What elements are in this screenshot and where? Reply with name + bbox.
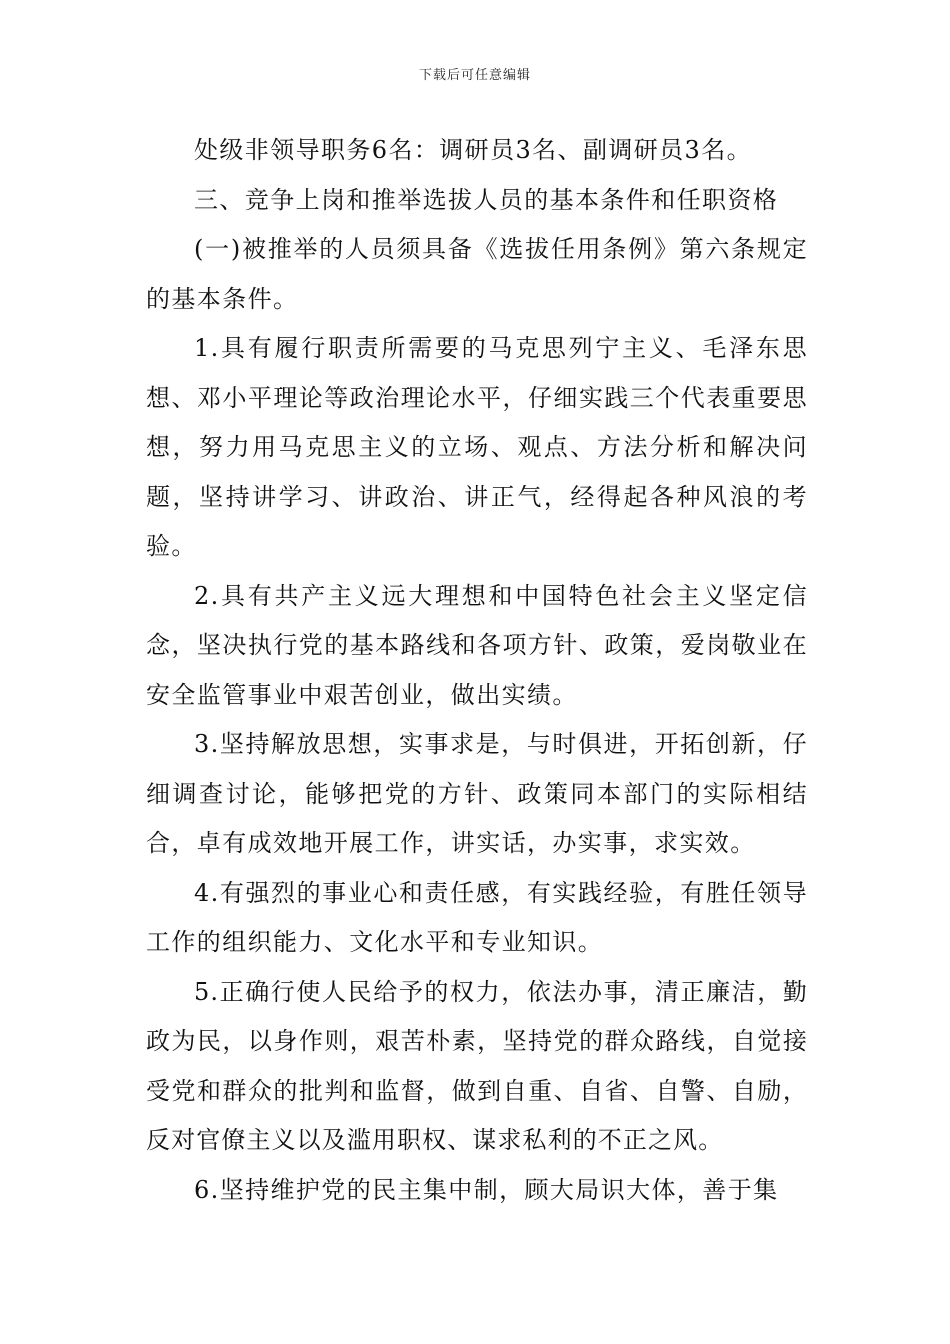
paragraph-condition-one: (一)被推举的人员须具备《选拔任用条例》第六条规定的基本条件。 xyxy=(146,235,808,313)
paragraph-item-4: 4.有强烈的事业心和责任感，有实践经验，有胜任领导工作的组织能力、文化水平和专业知识。 xyxy=(146,878,808,956)
paragraph-item-6: 6.坚持维护党的民主集中制，顾大局识大体，善于集 xyxy=(194,1175,779,1204)
paragraph-section-three-heading: 三、竞争上岗和推举选拔人员的基本条件和任职资格 xyxy=(194,185,779,214)
page-header-note: 下载后可任意编辑 xyxy=(418,68,531,83)
paragraph-item-5: 5.正确行使人民给予的权力，依法办事，清正廉洁，勤政为民，以身作则，艰苦朴素，坚持党的群众路线，自觉接受党和群众的批判和监督，做到自重、自省、自警、自励，反对官僚主义以及滥用职权、谋求私利的不正之风。 xyxy=(146,977,808,1154)
paragraph-item-2: 2.具有共产主义远大理想和中国特色社会主义坚定信念，坚决执行党的基本路线和各项方针、政策，爱岗敬业在安全监管事业中艰苦创业，做出实绩。 xyxy=(146,581,808,709)
paragraph-positions: 处级非领导职务6名：调研员3名、副调研员3名。 xyxy=(194,136,753,164)
document-body xyxy=(146,126,808,1215)
paragraph-item-3: 3.坚持解放思想，实事求是，与时俱进，开拓创新，仔细调查讨论，能够把党的方针、政策同本部门的实际相结合，卓有成效地开展工作，讲实话，办实事，求实效。 xyxy=(146,730,808,857)
paragraph-item-1: 1.具有履行职责所需要的马克思列宁主义、毛泽东思想、邓小平理论等政治理论水平，仔细实践三个代表重要思想，努力用马克思主义的立场、观点、方法分析和解决问题，坚持讲学习、讲政治、讲正气，经得起各种风浪的考验。 xyxy=(146,334,808,560)
